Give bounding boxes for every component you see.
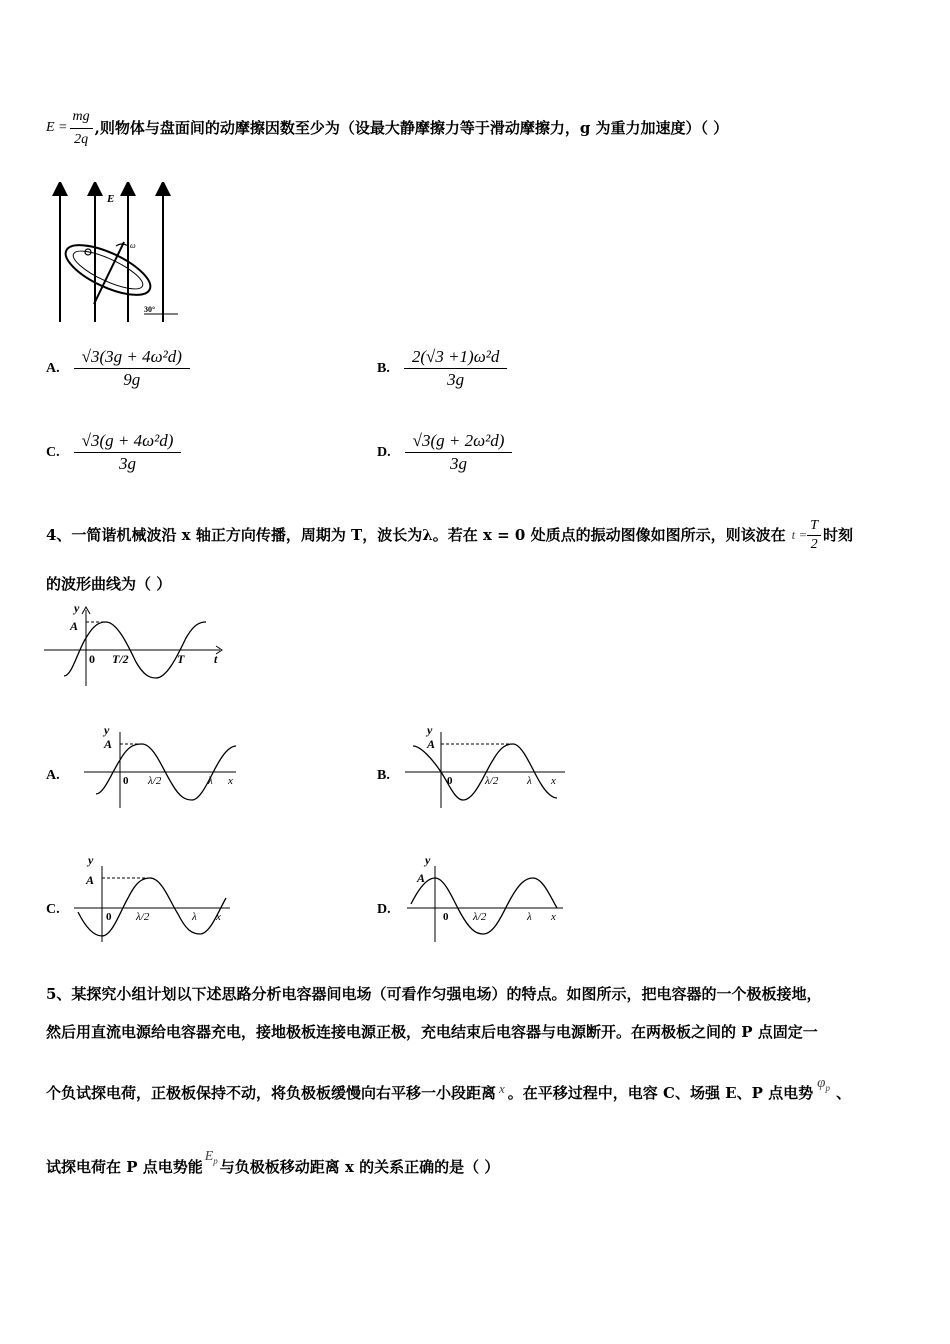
q5-line4-a: 试探电荷在 P 点电势能 (46, 1158, 203, 1176)
q5-line4 (46, 1150, 499, 1184)
phi-symbol (817, 1073, 830, 1098)
ep-letter: E (204, 1149, 214, 1165)
q3-field-figure (50, 182, 190, 327)
q4-option-c-label[interactable]: C. (46, 902, 60, 917)
t-lhs: t = (791, 527, 808, 542)
wavelength-label: λ (527, 911, 532, 923)
option-fraction (405, 430, 513, 475)
amplitude-label: A (70, 619, 79, 633)
origin-label: 0 (447, 775, 453, 787)
option-numerator: √3(g + 4ω²d) (74, 430, 182, 453)
half-period-label: T/2 (112, 652, 129, 666)
phi-letter: φ (817, 1074, 826, 1091)
option-denominator: 9g (123, 370, 141, 389)
q3-option-b[interactable] (377, 346, 507, 391)
ep-symbol (205, 1147, 218, 1171)
q4-option-a-graph[interactable] (84, 722, 242, 810)
t-numerator: T (807, 517, 821, 536)
field-lines (60, 188, 163, 322)
tilted-disk (59, 235, 157, 305)
e-lhs: E = (46, 120, 68, 135)
phi-subscript: p (825, 1082, 830, 1093)
q5-line1: 5、某探究小组计划以下述思路分析电容器间电场（可看作匀强电场）的特点。如图所示，把电容器的一个极板接地， (46, 985, 822, 1003)
q4-stem-text: 4、一简谐机械波沿 x 轴正方向传播，周期为 T，波长为λ。若在 x = 0 处质点的振动图像如图所示，则该波在 (46, 526, 786, 544)
ep-subscript: p (213, 1155, 218, 1166)
x-symbol: x (499, 1081, 505, 1096)
q3-option-d[interactable] (377, 430, 512, 475)
e-denominator: 2q (74, 131, 89, 147)
q4-option-b-graph[interactable] (405, 722, 569, 810)
option-fraction (74, 346, 190, 391)
axis-y-label: y (104, 723, 110, 737)
half-wavelength-label: λ/2 (485, 775, 499, 787)
origin-label: 0 (89, 652, 95, 666)
half-wavelength-label: λ/2 (473, 911, 487, 923)
amplitude-label: A (427, 737, 436, 751)
axis-x-label: x (216, 911, 221, 923)
e-numerator: mg (70, 106, 93, 129)
axis-y-label: y (425, 853, 431, 867)
wavelength-label: λ (527, 775, 532, 787)
option-denominator: 3g (449, 454, 467, 473)
q4-option-c-graph[interactable] (70, 852, 240, 944)
half-wavelength-label: λ/2 (136, 911, 150, 923)
amplitude-label: A (104, 737, 113, 751)
q4-stem-line2: 的波形曲线为（ ） (46, 575, 172, 593)
q5-line3-c: 、 (835, 1084, 851, 1102)
q4-option-d-label[interactable]: D. (377, 902, 391, 917)
option-numerator: 2(√3 +1)ω²d (404, 346, 507, 369)
axis-y-label: y (88, 853, 94, 867)
wave-curve (78, 878, 226, 936)
wavelength-label: λ (192, 911, 197, 923)
option-denominator: 3g (118, 454, 136, 473)
half-wavelength-label: λ/2 (148, 775, 162, 787)
wave-curve (411, 878, 557, 934)
amplitude-label: A (86, 873, 95, 887)
option-fraction (404, 346, 507, 391)
axis-t-label: t (214, 652, 218, 666)
t-fraction (807, 517, 821, 554)
q3-stem (46, 104, 728, 152)
axis-x-label: x (551, 775, 556, 787)
axis-y-label: y (74, 601, 80, 615)
q4-stem-end: 时刻 (823, 526, 854, 544)
origin-label: 0 (123, 775, 129, 787)
option-label: A. (46, 360, 60, 376)
wavelength-label: λ (208, 775, 213, 787)
q5-line4-b: 与负极板移动距离 x 的关系正确的是（ ） (219, 1158, 500, 1176)
q3-option-a[interactable] (46, 346, 190, 391)
svg-text:ω: ω (130, 241, 136, 250)
origin-label: 0 (106, 911, 112, 923)
period-label: T (177, 652, 185, 666)
q4-option-d-graph[interactable] (405, 852, 569, 944)
option-label: B. (377, 360, 390, 376)
q4-option-a-label[interactable]: A. (46, 768, 60, 783)
option-numerator: √3(g + 2ω²d) (405, 430, 513, 453)
option-numerator: √3(3g + 4ω²d) (74, 346, 190, 369)
t-denominator: 2 (810, 536, 818, 552)
q3-option-c[interactable] (46, 430, 181, 475)
option-label: C. (46, 444, 60, 460)
e-fraction (70, 106, 93, 151)
q5-line3-a: 个负试探电荷，正极板保持不动，将负极板缓慢向右平移一小段距离 (46, 1084, 497, 1102)
origin-label: 0 (443, 911, 449, 923)
q4-stem-line1 (46, 512, 853, 558)
q5-line3 (46, 1076, 851, 1110)
q3-stem-text: ,则物体与盘面间的动摩擦因数至少为（设最大静摩擦力等于滑动摩擦力，g 为重力加速度）（ ） (94, 119, 729, 137)
axis-y-label: y (427, 723, 433, 737)
axis-x-label: x (551, 911, 556, 923)
q4-vibration-graph (44, 600, 226, 688)
q5-line3-b: 。在平移过程中，电容 C、场强 E、P 点电势 (507, 1084, 814, 1102)
q4-option-b-label[interactable]: B. (377, 768, 390, 783)
axis-x-label: x (228, 775, 233, 787)
option-denominator: 3g (447, 370, 465, 389)
angle-label: 30° (144, 305, 156, 314)
e-field-label: E (107, 193, 115, 205)
amplitude-label: A (417, 871, 426, 885)
option-label: D. (377, 444, 391, 460)
option-fraction (74, 430, 182, 475)
q5-line2: 然后用直流电源给电容器充电，接地极板连接电源正极，充电结束后电容器与电源断开。在两极板之间的 P 点固定一 (46, 1023, 818, 1041)
